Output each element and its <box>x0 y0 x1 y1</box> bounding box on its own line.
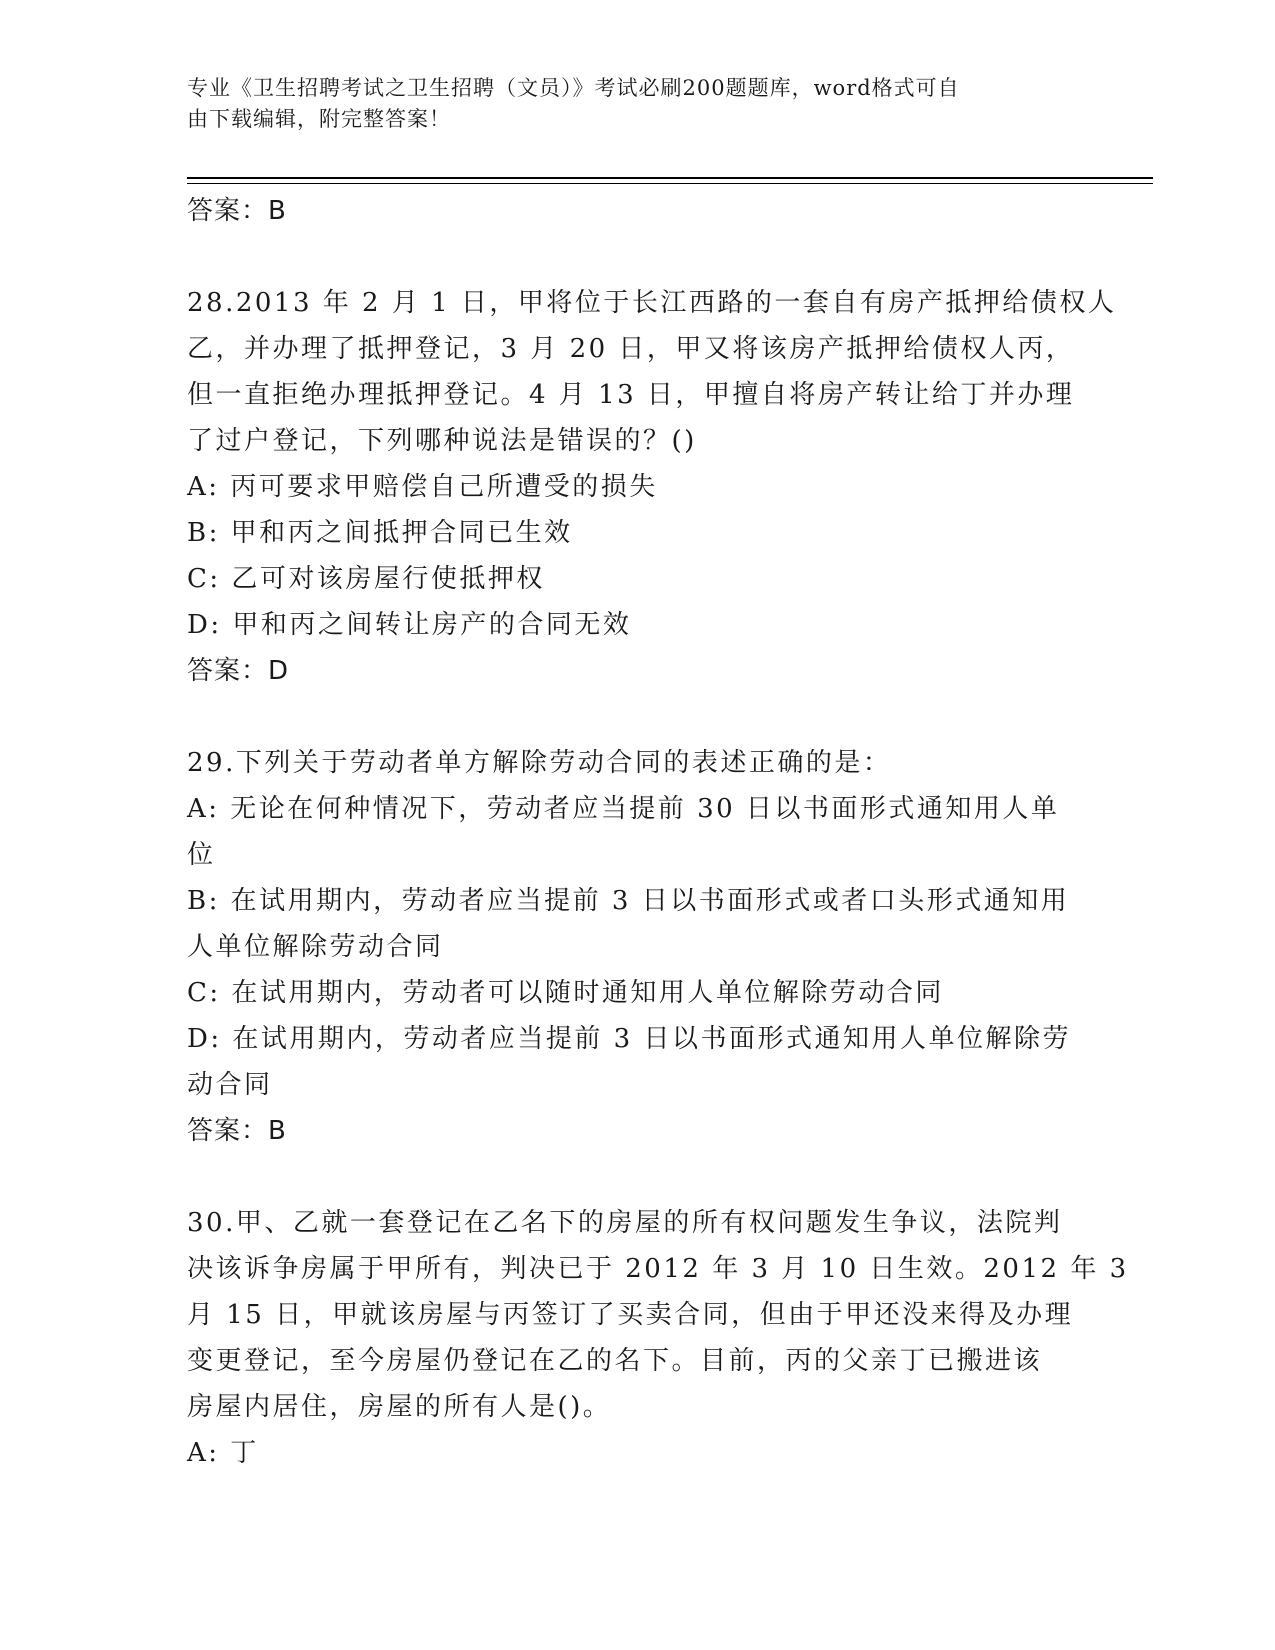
spacer <box>187 1154 1087 1200</box>
option-a: A: 丁 <box>187 1438 259 1468</box>
question-text-line: 月 15 日，甲就该房屋与丙签订了买卖合同，但由于甲还没来得及办理 <box>187 1300 1074 1330</box>
question-30 <box>187 1200 1129 1476</box>
question-text-line: 但一直拒绝办理抵押登记。4 月 13 日，甲擅自将房产转让给丁并办理 <box>187 380 1075 410</box>
question-text-line: 29.下列关于劳动者单方解除劳动合同的表述正确的是： <box>187 748 892 778</box>
question-28 <box>187 280 1117 694</box>
header-divider-thin <box>187 183 1153 184</box>
option-a: A: 无论在何种情况下，劳动者应当提前 30 日以书面形式通知用人单 <box>187 794 1060 824</box>
spacer <box>187 694 1087 740</box>
page-header <box>187 73 1067 135</box>
header-divider-thick <box>187 177 1153 179</box>
option-b: B: 甲和丙之间抵押合同已生效 <box>187 518 573 548</box>
question-text-line: 了过户登记，下列哪种说法是错误的？() <box>187 426 697 456</box>
question-text-line: 房屋内居住，房屋的所有人是()。 <box>187 1392 612 1422</box>
option-a: A: 丙可要求甲赔偿自己所遭受的损失 <box>187 472 658 502</box>
previous-answer: 答案：B <box>187 196 287 226</box>
question-text-line: 30.甲、乙就一套登记在乙名下的房屋的所有权问题发生争议，法院判 <box>187 1208 1063 1238</box>
option-d-continued: 动合同 <box>187 1070 273 1100</box>
header-line: 专业《卫生招聘考试之卫生招聘（文员）》考试必刷200题题库，word格式可自 <box>187 76 960 100</box>
spacer <box>187 234 1087 280</box>
option-c: C: 乙可对该房屋行使抵押权 <box>187 564 545 594</box>
header-line: 由下载编辑，附完整答案！ <box>187 107 451 131</box>
question-text-line: 变更登记，至今房屋仍登记在乙的名下。目前，丙的父亲丁已搬进该 <box>187 1346 1043 1376</box>
option-d: D: 甲和丙之间转让房产的合同无效 <box>187 610 632 640</box>
option-b-continued: 人单位解除劳动合同 <box>187 932 444 962</box>
question-29 <box>187 740 1087 1154</box>
question-text-line: 决该诉争房属于甲所有，判决已于 2012 年 3 月 10 日生效。2012 年 3 <box>187 1254 1129 1284</box>
document-body <box>187 188 1129 1476</box>
option-a-continued: 位 <box>187 840 216 870</box>
question-text-line: 28.2013 年 2 月 1 日，甲将位于长江西路的一套自有房产抵押给债权人 <box>187 288 1117 318</box>
option-b: B: 在试用期内，劳动者应当提前 3 日以书面形式或者口头形式通知用 <box>187 886 1070 916</box>
answer-label: 答案：D <box>187 656 290 686</box>
option-d: D: 在试用期内，劳动者应当提前 3 日以书面形式通知用人单位解除劳 <box>187 1024 1071 1054</box>
question-text-line: 乙，并办理了抵押登记，3 月 20 日，甲又将该房产抵押给债权人丙， <box>187 334 1075 364</box>
option-c: C: 在试用期内，劳动者可以随时通知用人单位解除劳动合同 <box>187 978 944 1008</box>
answer-label: 答案：B <box>187 1116 287 1146</box>
